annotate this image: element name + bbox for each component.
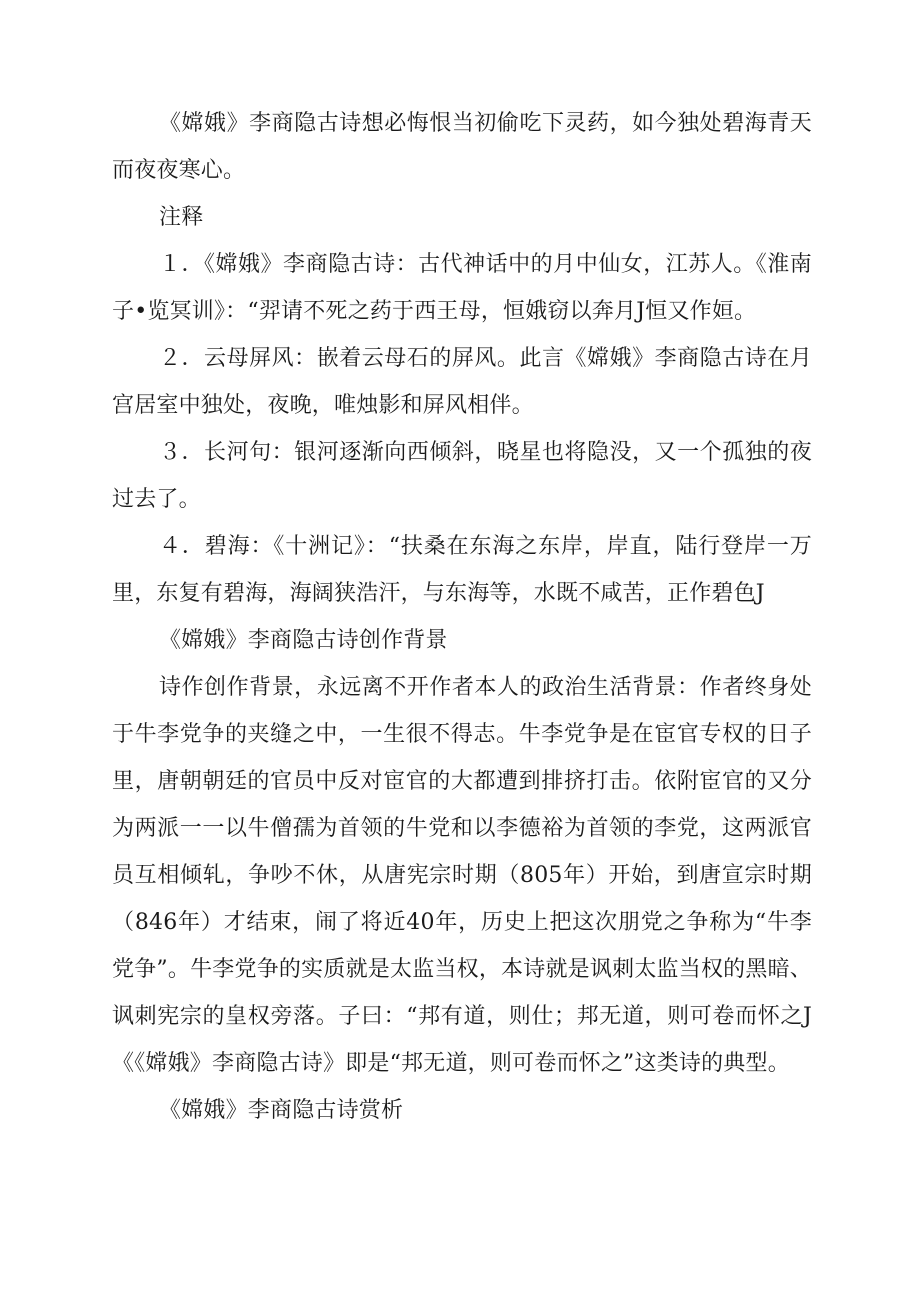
notes-heading: 注释: [159, 205, 204, 230]
appreciation-heading: 《嫦娥》李商隐古诗赏析: [159, 1098, 404, 1123]
note-item-4: ４．碧海：《十洲记》：“扶桑在东海之东岸，岸直，陆行登岸一万里，东复有碧海，海阔狭浩汗，与东海等，水既不咸苦，正作碧色J: [112, 534, 812, 606]
note-item-1: １．《嫦娥》李商隐古诗：古代神话中的月中仙女，江苏人。《淮南子•览冥训》：“羿请不死之药于西王母，恒娥窃以奔月J恒又作姮。: [112, 252, 812, 324]
background-heading: 《嫦娥》李商隐古诗创作背景: [159, 628, 448, 653]
document-body: [112, 100, 812, 1134]
note-item-2: ２．云母屏风：嵌着云母石的屏风。此言《嫦娥》李商隐古诗在月宫居室中独处，夜晚，唯烛影和屏风相伴。: [112, 346, 812, 418]
note-item-3: ３．长河句：银河逐渐向西倾斜，晓星也将隐没，又一个孤独的夜过去了。: [112, 440, 812, 512]
background-paragraph: 诗作创作背景，永远离不开作者本人的政治生活背景：作者终身处于牛李党争的夹缝之中，一生很不得志。牛李党争是在宦官专权的日子里，唐朝朝廷的官员中反对宦官的大都遭到排挤打击。依附宦官的又分为两派一一以牛僧孺为首领的牛党和以李德裕为首领的李党，这两派官员互相倾轧，争吵不休，从唐宪宗时期（805年）开始，到唐宣宗时期（846年）才结束，闹了将近40年，历史上把这次朋党之争称为“牛李党争”。牛李党争的实质就是太监当权，本诗就是讽刺太监当权的黑暗、讽刺宪宗的皇权旁落。子曰：“邦有道，则仕；邦无道，则可卷而怀之J《《嫦娥》李商隐古诗》即是“邦无道，则可卷而怀之”这类诗的典型。: [112, 675, 812, 1076]
intro-paragraph: 《嫦娥》李商隐古诗想必悔恨当初偷吃下灵药，如今独处碧海青天而夜夜寒心。: [112, 111, 812, 183]
